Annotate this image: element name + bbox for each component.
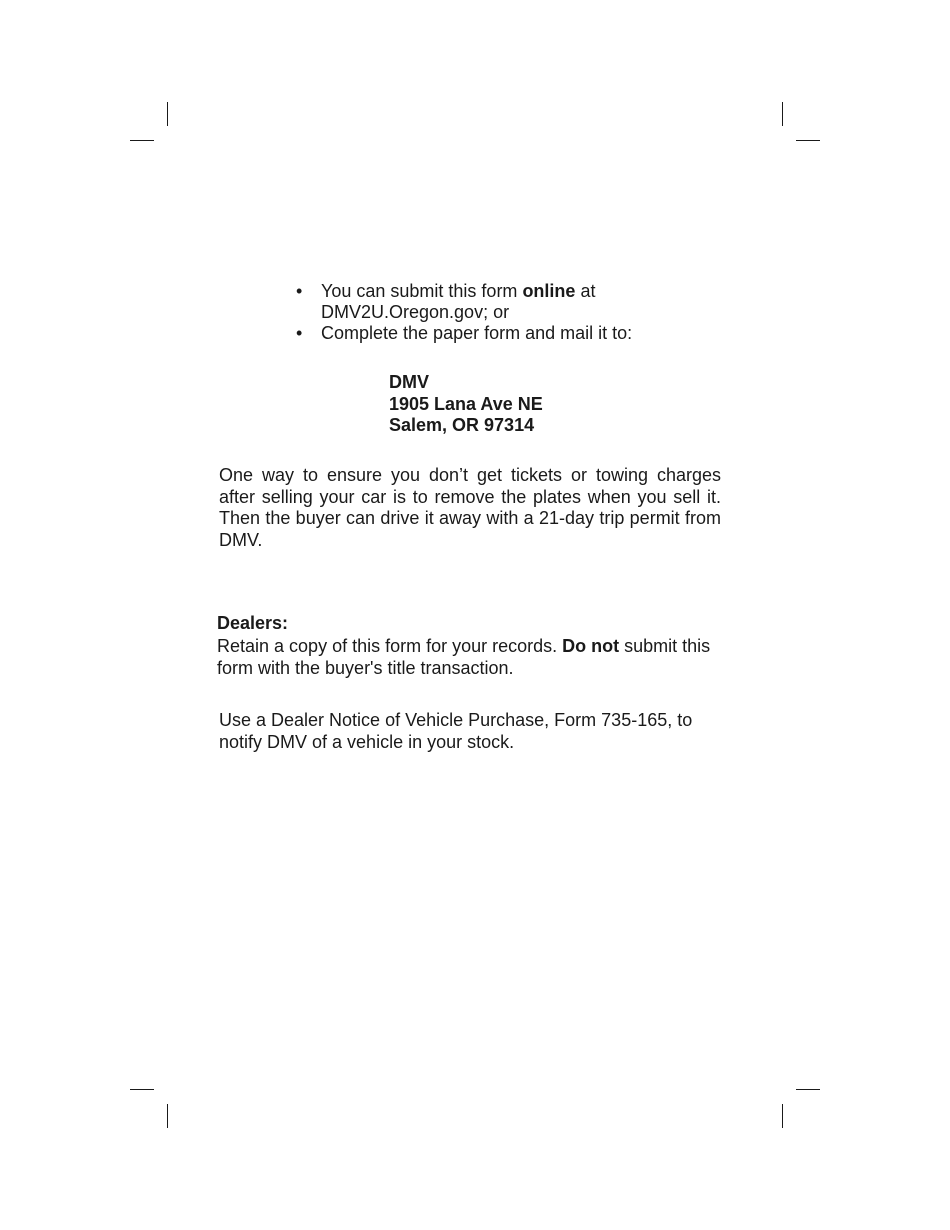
list-item-online <box>296 281 716 323</box>
dealers-text-after: submit this form with the buyer's title transaction. <box>217 636 711 678</box>
address-line-1: DMV <box>389 372 429 392</box>
address-line-3: Salem, OR 97314 <box>389 415 535 435</box>
dealers-instructions <box>217 636 717 679</box>
bullet-icon: • <box>296 323 303 343</box>
address-line-2: 1905 Lana Ave NE <box>389 393 543 414</box>
mailing-address <box>389 372 543 437</box>
crop-mark-top-right-vertical <box>782 102 783 126</box>
list-item-mail <box>296 323 716 344</box>
dealers-note: Use a Dealer Notice of Vehicle Purchase, Form 735-165, to notify DMV of a vehicle in your stock. <box>219 710 693 752</box>
online-emphasis: online <box>522 281 576 301</box>
crop-mark-top-right-horizontal <box>796 140 820 141</box>
crop-mark-bottom-right-vertical <box>782 1104 783 1128</box>
crop-mark-top-left-vertical <box>167 102 168 126</box>
bullet-icon: • <box>296 281 303 301</box>
towing-note: One way to ensure you don’t get tickets or towing charges after selling your car is to remove the plates when you sell it. Then the buyer can drive it away with a 21-day trip permit from DMV. <box>219 465 721 550</box>
dealers-emphasis: Do not <box>562 636 620 656</box>
crop-mark-bottom-right-horizontal <box>796 1089 820 1090</box>
crop-mark-top-left-horizontal <box>130 140 154 141</box>
online-text-after: at DMV2U.Oregon.gov; or <box>321 281 596 322</box>
mail-text: Complete the paper form and mail it to: <box>321 323 633 343</box>
online-text-before: You can submit this form <box>321 281 523 301</box>
crop-mark-bottom-left-horizontal <box>130 1089 154 1090</box>
dealers-heading: Dealers: <box>217 613 289 633</box>
crop-mark-bottom-left-vertical <box>167 1104 168 1128</box>
submission-options-list <box>296 281 716 344</box>
dealers-text-before: Retain a copy of this form for your records. <box>217 636 563 656</box>
